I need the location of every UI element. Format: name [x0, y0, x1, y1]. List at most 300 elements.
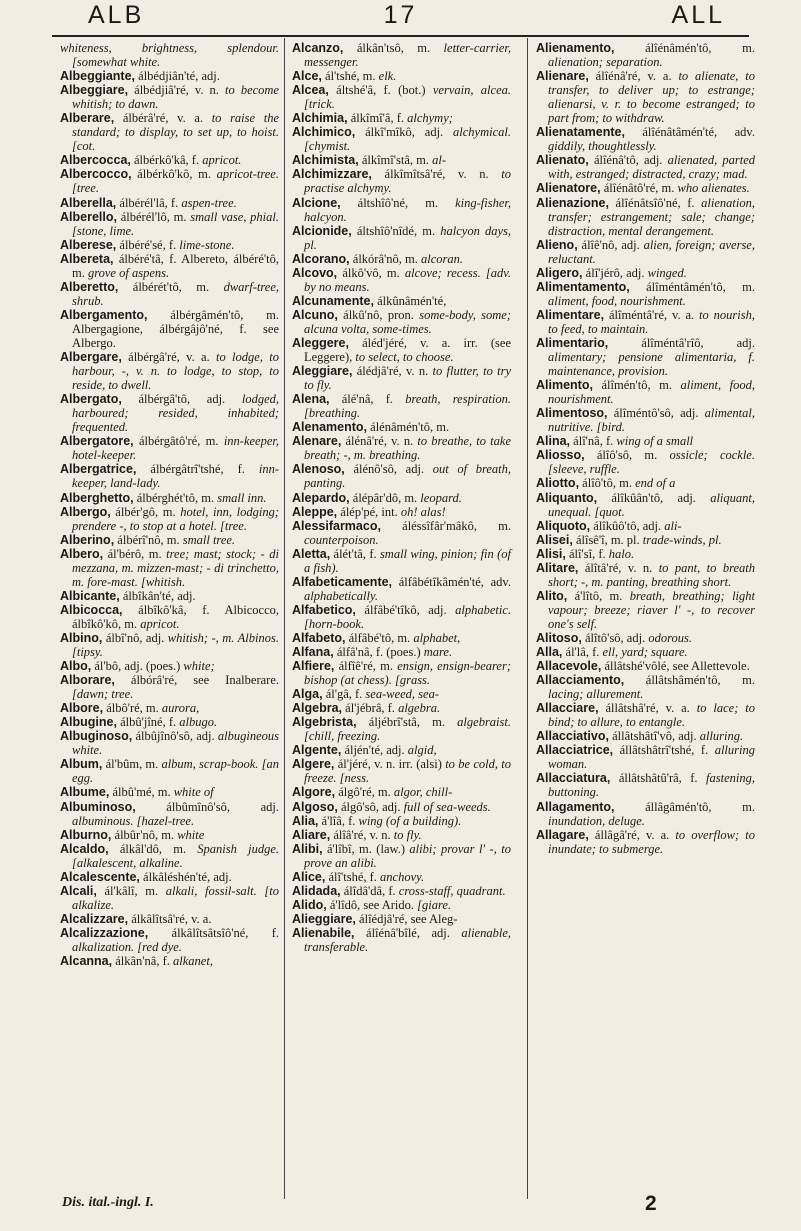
dictionary-entry	[60, 69, 279, 83]
entry-headword: Albicante,	[60, 588, 120, 603]
entry-gloss: al-	[429, 153, 447, 168]
dictionary-entry	[60, 350, 279, 392]
entry-pronunciation: álîédjâ'ré, see Aleg-	[355, 911, 458, 926]
entry-gloss: lime-stone.	[176, 237, 235, 252]
entry-gloss: alcove; recess. [adv. by no means.	[304, 265, 512, 294]
entry-pronunciation: álîtâ'ré, v. n.	[578, 560, 653, 575]
entry-gloss: to practise alchymy.	[304, 167, 511, 196]
entry-headword: Allacevole,	[536, 659, 602, 674]
dictionary-entry	[60, 491, 279, 505]
entry-headword: Alenoso,	[292, 462, 345, 477]
entry-headword: Alenare,	[292, 434, 342, 449]
entry-gloss: algebra.	[394, 701, 441, 716]
dictionary-entry	[292, 434, 511, 462]
entry-headword: Alienabile,	[292, 925, 355, 940]
dictionary-entry	[60, 828, 279, 842]
dictionary-entry	[536, 476, 755, 490]
entry-pronunciation: álbû'jîné, f.	[116, 715, 177, 730]
entry-pronunciation: álîméntô'sô, adj.	[607, 406, 699, 421]
dictionary-entry	[292, 898, 511, 912]
entry-pronunciation: álkâléshén'té, adj.	[139, 869, 232, 884]
entry-headword: Alienato,	[536, 153, 589, 168]
entry-headword: Alieggiare,	[292, 911, 356, 926]
entry-pronunciation: álbû'mé, m.	[109, 785, 171, 800]
entry-headword: Alieno,	[536, 237, 578, 252]
entry-pronunciation: álbûjînô'sô, adj.	[132, 729, 215, 744]
entry-pronunciation: álbérâ'ré, v. a.	[114, 111, 204, 126]
entry-headword: Alfabeticamente,	[292, 574, 393, 589]
entry-pronunciation: álbérgâ'ré, v. a.	[121, 350, 210, 365]
dictionary-entry	[292, 687, 511, 701]
entry-headword: Allacciativo,	[536, 729, 609, 744]
dictionary-entry	[60, 280, 279, 308]
entry-pronunciation: álbérél'lô, m.	[116, 209, 187, 224]
entry-headword: Alienare,	[536, 69, 589, 84]
entry-gloss: lacing; allurement.	[548, 687, 644, 702]
dictionary-entry	[60, 462, 279, 490]
dictionary-entry	[292, 167, 511, 195]
entry-gloss: grove of aspens.	[84, 265, 170, 280]
entry-gloss: aspen-tree.	[178, 195, 237, 210]
entry-headword: Alimentoso,	[536, 406, 608, 421]
entry-gloss: inundation, deluge.	[548, 813, 645, 828]
entry-gloss: hotel, inn, lodging; prendere -, to stop at a hotel. [tree.	[72, 504, 280, 533]
header-right-guide: ALL	[671, 1, 725, 29]
entry-gloss: small tree.	[179, 532, 236, 547]
entry-headword: Alcali,	[60, 883, 97, 898]
entry-pronunciation: álbérkô'kâ, f.	[130, 153, 200, 168]
dictionary-entry	[60, 238, 279, 252]
entry-headword: Albugine,	[60, 715, 117, 730]
entry-pronunciation: álbî'nô, adj.	[102, 630, 165, 645]
dictionary-entry	[60, 589, 279, 603]
dictionary-entry	[292, 603, 511, 631]
entry-gloss: to overflow; to inundate; to submerge.	[548, 827, 755, 856]
dictionary-entry	[536, 69, 755, 125]
entry-pronunciation: álkî'mîkô, adj.	[355, 125, 444, 140]
entry-gloss: alcoran.	[417, 251, 464, 266]
entry-headword: Aleppe,	[292, 504, 338, 519]
entry-gloss: alienation, transfer; estrangement; sale; change; distraction, mental derangement.	[548, 195, 755, 238]
entry-gloss: full of sea-weeds.	[400, 799, 491, 814]
entry-headword: Alce,	[292, 69, 322, 84]
entry-headword: Albergamento,	[60, 307, 148, 322]
entry-gloss: halcyon days, pl.	[304, 223, 512, 252]
dictionary-entry	[60, 870, 279, 884]
entry-gloss: whiteness, brightness, splendour. [somewhat white.	[60, 41, 279, 70]
entry-headword: Alimentamento,	[536, 279, 630, 294]
dictionary-entry	[536, 673, 755, 701]
entry-headword: Aleggere,	[292, 335, 349, 350]
entry-gloss: alienated, parted with, estranged; distracted, crazy; mad.	[548, 153, 756, 182]
entry-pronunciation: álîénâtâmén'té, adv.	[624, 125, 755, 140]
entry-headword: Albume,	[60, 785, 110, 800]
entry-pronunciation: áltshîô'nîdé, m.	[351, 223, 436, 238]
entry-headword: Alberetto,	[60, 279, 119, 294]
dictionary-entry	[60, 505, 279, 533]
dictionary-entry	[60, 631, 279, 659]
entry-headword: Algere,	[292, 757, 335, 772]
entry-gloss: alphabetically.	[304, 588, 378, 603]
entry-gloss: fastening, buttoning.	[548, 771, 755, 800]
dictionary-entry	[292, 757, 511, 785]
entry-gloss: alluring woman.	[548, 743, 755, 772]
entry-headword: Aleggiare,	[292, 364, 353, 379]
entry-gloss: alienation; separation.	[548, 55, 663, 70]
column-3	[536, 41, 755, 856]
entry-gloss: algid,	[404, 743, 437, 758]
entry-headword: Alcalizzazione,	[60, 925, 149, 940]
entry-headword: Albergatore,	[60, 434, 134, 449]
entry-pronunciation: álgô'ré, m.	[335, 785, 391, 800]
dictionary-entry	[536, 238, 755, 266]
dictionary-entry	[536, 561, 755, 589]
dictionary-entry	[60, 842, 279, 870]
entry-gloss: alibi; provar l' -, to prove an alibi.	[304, 841, 511, 870]
dictionary-entry	[292, 828, 511, 842]
dictionary-entry	[60, 392, 279, 434]
dictionary-entry	[292, 842, 511, 870]
dictionary-entry	[60, 954, 279, 968]
entry-pronunciation: állâtshâtrî'tshé, f.	[613, 743, 709, 758]
entry-gloss: to lace; to bind; to allure, to entangle.	[548, 701, 755, 730]
dictionary-entry	[292, 392, 511, 420]
entry-headword: Allagare,	[536, 827, 589, 842]
entry-pronunciation: állâtshâ'ré, v. a.	[598, 701, 690, 716]
entry-headword: Alessifarmaco,	[292, 518, 381, 533]
dictionary-entry	[536, 308, 755, 336]
entry-gloss: alchymical. [chymist.	[304, 125, 512, 154]
entry-gloss: cross-staff, quadrant.	[395, 883, 506, 898]
entry-gloss: leopard.	[417, 490, 462, 505]
entry-pronunciation: álî'sî, f.	[565, 546, 606, 561]
entry-headword: Alberare,	[60, 111, 115, 126]
entry-headword: Alchimia,	[292, 111, 348, 126]
entry-headword: Alchimizzare,	[292, 167, 372, 182]
entry-pronunciation: ál'bûm, m.	[102, 757, 159, 772]
entry-gloss: small vase, phial. [stone, lime.	[72, 209, 279, 238]
dictionary-entry	[292, 83, 511, 111]
entry-headword: Alitoso,	[536, 630, 582, 645]
entry-pronunciation: ál'tshé, m.	[321, 69, 376, 84]
entry-headword: Alborare,	[60, 673, 115, 688]
entry-pronunciation: álkîmîtsâ'ré, v. n.	[371, 167, 489, 182]
dictionary-entry	[536, 153, 755, 181]
entry-pronunciation: álbô'ré, m.	[103, 701, 159, 716]
entry-gloss: halo.	[605, 546, 635, 561]
entry-headword: Alia,	[292, 813, 319, 828]
entry-pronunciation: álîê'nô, adj.	[577, 237, 640, 252]
entry-headword: Alberella,	[60, 195, 117, 210]
dictionary-entry	[60, 252, 279, 280]
dictionary-entry	[292, 870, 511, 884]
dictionary-entry	[60, 926, 279, 954]
entry-pronunciation: álbéré'sé, f.	[116, 237, 177, 252]
entry-headword: Albuginoso,	[60, 729, 133, 744]
dictionary-entry	[536, 448, 755, 476]
dictionary-entry	[60, 715, 279, 729]
entry-gloss: to flutter, to try to fly.	[304, 364, 512, 393]
dictionary-entry	[536, 378, 755, 406]
entry-pronunciation: álbér'gô, m.	[110, 504, 176, 519]
entry-headword: Alfabetico,	[292, 602, 356, 617]
entry-headword: Alcalizzare,	[60, 911, 129, 926]
entry-headword: Alidada,	[292, 883, 341, 898]
entry-pronunciation: álénâ'ré, v. n.	[341, 434, 414, 449]
entry-gloss: anchovy.	[376, 869, 425, 884]
dictionary-entry	[536, 701, 755, 729]
entry-gloss: mare.	[420, 645, 453, 660]
entry-gloss: odorous.	[645, 630, 692, 645]
entry-pronunciation: állâgâmén'tô, m.	[614, 799, 755, 814]
entry-gloss: to lodge, to harbour, -, v. n. to lodge, to stop, to reside, to dwell.	[72, 350, 279, 393]
entry-gloss: winged.	[644, 265, 687, 280]
dictionary-entry	[292, 462, 511, 490]
entry-pronunciation: ál'bô, adj. (poes.)	[91, 659, 181, 674]
dictionary-entry	[292, 266, 511, 294]
entry-headword: Aliquanto,	[536, 490, 598, 505]
entry-headword: Aliosso,	[536, 448, 585, 463]
entry-gloss: to raise the standard; to display, to set up, to hoist. [cot.	[72, 111, 279, 154]
entry-pronunciation: á'lîdô, see Arido.	[326, 897, 415, 912]
entry-headword: Alchimico,	[292, 125, 356, 140]
entry-headword: Alienazione,	[536, 195, 609, 210]
dictionary-entry	[60, 210, 279, 238]
entry-headword: Alla,	[536, 645, 563, 660]
dictionary-entry	[60, 308, 279, 350]
header-rule	[52, 35, 749, 37]
dictionary-entry	[292, 125, 511, 153]
entry-pronunciation: álîénâtô'ré, m.	[600, 181, 675, 196]
entry-headword: Albuminoso,	[60, 799, 136, 814]
entry-gloss: elk.	[375, 69, 397, 84]
entry-gloss: alkali, fossil-salt. [to alkalize.	[72, 883, 279, 912]
entry-gloss: albuminous. [hazel-tree.	[72, 813, 195, 828]
entry-pronunciation: álédjâ'ré, v. n.	[352, 364, 429, 379]
entry-pronunciation: álbérét'tô, m.	[118, 279, 210, 294]
entry-pronunciation: álfâbé'tô, m.	[345, 630, 411, 645]
entry-pronunciation: ál'gâ, f.	[322, 687, 363, 702]
entry-pronunciation: álîénâ'bîlé, adj.	[354, 925, 450, 940]
entry-pronunciation: álkîmî'stâ, m.	[358, 153, 429, 168]
entry-pronunciation: álfâ'nâ, f. (poes.)	[333, 645, 421, 660]
entry-pronunciation: állâtshé'vôlé, see Allettevole.	[601, 659, 750, 674]
entry-headword: Alcanzo,	[292, 41, 344, 55]
dictionary-entry	[536, 533, 755, 547]
dictionary-entry	[292, 800, 511, 814]
entry-headword: Alibi,	[292, 841, 323, 856]
entry-pronunciation: álîmén'tô, m.	[592, 378, 672, 393]
entry-pronunciation: álbûr'nô, m.	[111, 827, 175, 842]
dictionary-entry	[60, 884, 279, 912]
entry-headword: Albergato,	[60, 392, 122, 407]
entry-pronunciation: állâtshâmén'tô, m.	[624, 673, 755, 688]
entry-pronunciation: álénâmén'tô, m.	[367, 420, 450, 435]
dictionary-entry	[536, 181, 755, 195]
entry-gloss: oh! alas!	[397, 504, 446, 519]
entry-pronunciation: álkô'vô, m.	[337, 265, 400, 280]
header-left-guide: ALB	[88, 1, 145, 29]
entry-gloss: alien, foreign; averse, reluctant.	[548, 237, 755, 266]
dictionary-entry	[536, 547, 755, 561]
dictionary-entry	[536, 729, 755, 743]
dictionary-entry	[60, 434, 279, 462]
dictionary-entry	[60, 153, 279, 167]
entry-pronunciation: álbédjiâ'ré, v. n.	[128, 83, 219, 98]
dictionary-entry	[536, 336, 755, 378]
entry-gloss: tree; mast; stock; - di mezzana, m. mizzen-mast; - di trinchetto, m. fore-mast. [whitish.	[72, 546, 279, 589]
dictionary-entry	[292, 308, 511, 336]
entry-pronunciation: álfîê'ré, m.	[334, 659, 393, 674]
dictionary-entry	[292, 69, 511, 83]
entry-pronunciation: álîénâtsîô'né, f.	[608, 195, 695, 210]
dictionary-entry	[536, 645, 755, 659]
entry-pronunciation: ál'bérô, m.	[103, 546, 162, 561]
entry-headword: Alfana,	[292, 645, 334, 660]
entry-pronunciation: álbédjiân'té, adj.	[135, 69, 220, 84]
entry-gloss: albugo.	[176, 715, 218, 730]
entry-pronunciation: álbérkô'kô, m.	[131, 167, 211, 182]
dictionary-entry	[292, 814, 511, 828]
entry-headword: Algebrista,	[292, 715, 357, 730]
entry-gloss: alienable, transferable.	[304, 925, 512, 954]
entry-pronunciation: álî'nâ, f.	[570, 434, 614, 449]
entry-headword: Alimentario,	[536, 335, 609, 350]
entry-headword: Aliotto,	[536, 476, 580, 491]
column-1	[60, 41, 279, 968]
entry-gloss: breath, respiration. [breathing.	[304, 392, 511, 421]
entry-gloss: king-fisher, halcyon.	[304, 195, 511, 224]
entry-headword: Albergo,	[60, 504, 111, 519]
dictionary-entry	[292, 645, 511, 659]
entry-gloss: ell, yard; square.	[599, 645, 688, 660]
entry-headword: Algore,	[292, 785, 336, 800]
entry-pronunciation: álbérgâtrî'tshé, f.	[136, 462, 245, 477]
dictionary-entry	[292, 743, 511, 757]
dictionary-entry	[60, 196, 279, 210]
entry-headword: Alena,	[292, 392, 330, 407]
dictionary-entry	[536, 434, 755, 448]
dictionary-entry	[60, 659, 279, 673]
entry-gloss: to pant, to breath short; -, m. panting, breathing short.	[548, 560, 755, 589]
column-divider-1	[284, 38, 285, 1199]
dictionary-entry	[536, 519, 755, 533]
entry-pronunciation: álîméntâmén'tô, m.	[629, 279, 755, 294]
dictionary-entry	[292, 364, 511, 392]
dictionary-entry	[60, 912, 279, 926]
entry-headword: Albeggiante,	[60, 69, 136, 84]
entry-gloss: white;	[180, 659, 215, 674]
entry-pronunciation: álbórâ'ré, see Inalberare.	[114, 673, 279, 688]
entry-pronunciation: ál'lâ, f.	[562, 645, 600, 660]
dictionary-entry	[536, 406, 755, 434]
dictionary-entry	[292, 631, 511, 645]
entry-headword: Allacciatrice,	[536, 743, 614, 758]
entry-gloss: dwarf-tree, shrub.	[72, 279, 279, 308]
entry-gloss: to breathe, to take breath; -, m. breathing.	[304, 434, 511, 463]
dictionary-entry	[60, 111, 279, 153]
column-2	[292, 41, 511, 954]
entry-headword: Alburno,	[60, 827, 112, 842]
entry-gloss: to alienate, to transfer, to deliver up; to estrange; alienarsi, v. r. to become estranged; to part from; to withdraw.	[548, 69, 755, 126]
entry-gloss: some-body, some; alcuna volta, some-times.	[304, 307, 511, 336]
entry-headword: Albicocca,	[60, 602, 123, 617]
entry-pronunciation: álîénâmén'tô, m.	[614, 41, 755, 55]
entry-gloss: giddily, thoughtlessly.	[548, 139, 657, 154]
entry-headword: Alcorano,	[292, 251, 350, 266]
entry-pronunciation: áléd'jéré, v. a. irr. (see Leggere),	[304, 335, 511, 365]
entry-pronunciation: álî'jérô, adj.	[582, 265, 645, 280]
entry-gloss: sea-weed, sea-	[362, 687, 440, 702]
entry-pronunciation: ál'jébrâ, f.	[342, 701, 395, 716]
entry-gloss: out of breath, panting.	[304, 462, 511, 491]
entry-headword: Aliare,	[292, 827, 331, 842]
dictionary-entry	[536, 589, 755, 631]
entry-headword: Algente,	[292, 743, 342, 758]
entry-pronunciation: ál'jéré, v. n. irr. (alsi)	[334, 757, 442, 772]
entry-gloss: apricot.	[137, 616, 180, 631]
dictionary-entry	[292, 111, 511, 125]
dictionary-entry	[536, 631, 755, 645]
entry-headword: Alisi,	[536, 546, 566, 561]
entry-headword: Alcaldo,	[60, 841, 109, 856]
entry-pronunciation: ál'kâlî, m.	[96, 883, 159, 898]
entry-headword: Alcalescente,	[60, 869, 140, 884]
dictionary-entry	[536, 125, 755, 153]
entry-gloss: Spanish judge. [alkalescent, alkaline.	[72, 841, 279, 870]
entry-pronunciation: álét'tâ, f.	[330, 546, 377, 561]
entry-gloss: end of a	[632, 476, 676, 491]
dictionary-entry	[60, 167, 279, 195]
entry-headword: Alina,	[536, 434, 571, 449]
entry-gloss: apricot.	[199, 153, 242, 168]
dictionary-entry	[536, 771, 755, 799]
entry-pronunciation: áléssîfâr'mâkô, m.	[380, 518, 511, 533]
entry-gloss: algebraist. [chill, freezing.	[304, 715, 511, 744]
entry-headword: Albore,	[60, 701, 104, 716]
entry-headword: Alcea,	[292, 83, 329, 98]
entry-headword: Alcanna,	[60, 954, 113, 969]
entry-gloss: album, scrap-book. [an egg.	[72, 757, 279, 786]
dictionary-entry	[292, 715, 511, 743]
entry-gloss: small inn.	[214, 490, 267, 505]
entry-pronunciation: álé'nâ, f.	[329, 392, 394, 407]
entry-gloss: [dawn; tree.	[72, 687, 134, 702]
entry-headword: Albino,	[60, 630, 103, 645]
entry-pronunciation: álép'pé, int.	[337, 504, 398, 519]
entry-pronunciation: álkórâ'nô, m.	[349, 251, 418, 266]
entry-gloss: alchymy;	[403, 111, 453, 126]
entry-headword: Alberino,	[60, 532, 115, 547]
entry-pronunciation: álbîkô'kâ, f. Albicocco, álbîkô'kô, m.	[72, 602, 279, 631]
dictionary-entry	[536, 196, 755, 238]
entry-headword: Alice,	[292, 869, 326, 884]
dictionary-entry	[292, 294, 511, 308]
entry-pronunciation: á'lîâ, f.	[318, 813, 356, 828]
footer-signature: Dis. ital.-ingl. I.	[62, 1195, 154, 1210]
entry-pronunciation: álîénâ'tô, adj.	[588, 153, 663, 168]
entry-headword: Albergatrice,	[60, 462, 137, 477]
entry-headword: Alienatamente,	[536, 125, 625, 140]
entry-pronunciation: álkû'nô, pron.	[337, 307, 414, 322]
entry-gloss: vervain, alcea. [trick.	[304, 83, 511, 112]
entry-headword: Albero,	[60, 546, 104, 561]
entry-gloss: white	[174, 827, 205, 842]
entry-pronunciation: álfâbé'tîkô, adj.	[355, 602, 447, 617]
dictionary-entry	[292, 575, 511, 603]
dictionary-entry	[536, 828, 755, 856]
entry-gloss: trade-winds, pl.	[639, 532, 722, 547]
